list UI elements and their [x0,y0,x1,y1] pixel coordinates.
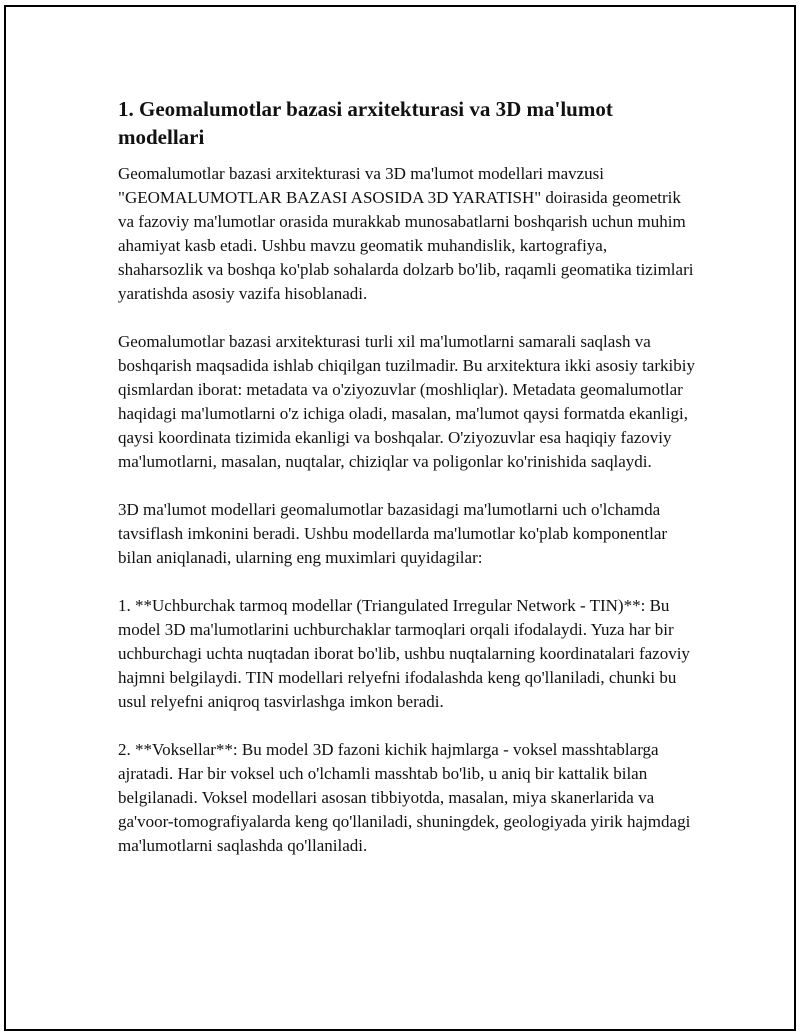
document-page [4,5,796,1031]
paragraph-architecture: Geomalumotlar bazasi arxitekturasi turli xil ma'lumotlarni samarali saqlash va boshqarish maqsadida ishlab chiqilgan tuzilmadir. Bu arxitektura ikki asosiy tarkibiy qismlardan iborat: metadata va o'ziyozuvlar (moshliqlar). Metadata geomalumotlar haqidagi ma'lumotlarni o'z ichiga oladi, masalan, ma'lumot qaysi formatda ekanligi, qaysi koordinata tizimida ekanligi va boshqalar. O'ziyozuvlar esa haqiqiy fazoviy ma'lumotlarni, masalan, nuqtalar, chiziqlar va poligonlar ko'rinishida saqlaydi. [118,332,695,471]
paragraph-voxels: 2. **Voksellar**: Bu model 3D fazoni kichik hajmlarga - voksel masshtablarga ajratadi. Har bir voksel uch o'lchamli masshtab bo'lib, u aniq bir kattalik bilan belgilanadi. Voksel modellari asosan tibbiyotda, masalan, miya skanerlarida va ga'voor-tomografiyalarda keng qo'llaniladi, shuningdek, geologiyada yirik hajmdagi ma'lumotlarni saqlashda qo'llaniladi. [118,740,691,855]
paragraph-3d-models: 3D ma'lumot modellari geomalumotlar bazasidagi ma'lumotlarni uch o'lchamda tavsiflash imkonini beradi. Ushbu modellarda ma'lumotlar ko'plab komponentlar bilan aniqlanadi, ularning eng muximlari quyidagilar: [118,500,668,567]
section-heading: 1. Geomalumotlar bazasi arxitekturasi va 3D ma'lumot modellari [118,97,613,149]
paragraph-intro: Geomalumotlar bazasi arxitekturasi va 3D ma'lumot modellari mavzusi "GEOMALUMOTLAR BAZASI ASOSIDA 3D YARATISH" doirasida geometrik va fazoviy ma'lumotlar orasida murakkab munosabatlarni boshqarish uchun muhim ahamiyat kasb etadi. Ushbu mavzu geomatik muhandislik, kartografiya, shaharsozlik va boshqa ko'plab sohalarda dolzarb bo'lib, raqamli geomatika tizimlari yaratishda asosiy vazifa hisoblanadi. [118,164,694,303]
paragraph-tin: 1. **Uchburchak tarmoq modellar (Triangulated Irregular Network - TIN)**: Bu model 3D ma'lumotlarini uchburchaklar tarmoqlari orqali ifodalaydi. Yuza har bir uchburchagi uchta nuqtadan iborat bo'lib, ushbu nuqtalarning koordinatalari fazoviy hajmni belgilaydi. TIN modellari relyefni ifodalashda keng qo'llaniladi, chunki bu usul relyefni aniqroq tasvirlashga imkon beradi. [118,596,690,711]
document-content [118,95,696,882]
